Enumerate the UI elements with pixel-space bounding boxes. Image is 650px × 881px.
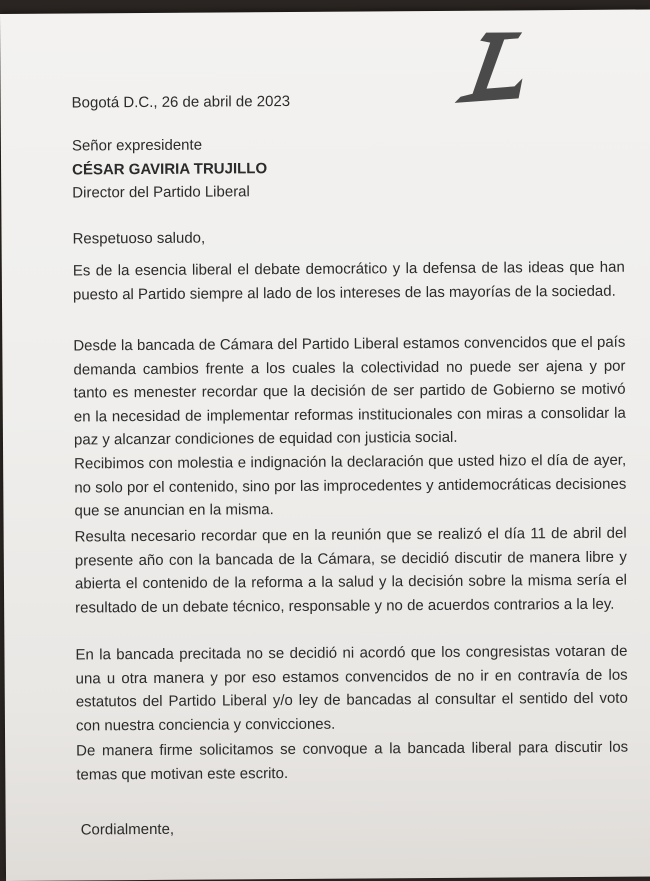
body-paragraph-6: De manera firme solicitamos se convoque a la bancada liberal para discutir los temas que motivan este escrito. [76, 738, 629, 783]
body-paragraph-4: Resulta necesario recordar que en la reunión que se realizó el día 11 de abril del presente año con la bancada de la Cámara, se decidió discutir de manera libre y abierta el contenido de la reforma a la salud y la decisión sobre la misma sería el resultado de un debate técnico, responsable y no de acuerdos contrarios a la ley. [74, 524, 628, 616]
body-paragraph-1: Es de la esencia liberal el debate democrático y la defensa de las ideas que han puesto al Partido siempre al lado de los intereses de las mayorías de la sociedad. [72, 258, 625, 303]
body-paragraph-2: Desde la bancada de Cámara del Partido Liberal estamos convencidos que el país demanda cambios frente a los cuales la colectividad no puede ser ajena y por tanto es menester recordar que la decisión de ser partido de Gobierno se motivó en la necesidad de implementar reformas institucionales con miras a consolidar la paz y alcanzar condiciones de equidad con justicia social. [73, 333, 626, 449]
letter-date: Bogotá D.C., 26 de abril de 2023 [71, 92, 291, 112]
recipient-block [72, 131, 624, 205]
recipient-salutation: Señor expresidente [71, 136, 203, 155]
greeting: Respetuoso saludo, [72, 229, 206, 248]
body-paragraph-3: Recibimos con molestia e indignación la declaración que usted hizo el día de ayer, no solo por el contenido, sino por las improcedentes y antidemocráticas decisiones que se anuncian en la misma. [74, 451, 627, 520]
recipient-name: CÉSAR GAVIRIA TRUJILLO [72, 159, 268, 179]
letter-page [0, 9, 650, 881]
body-paragraph-5: En la bancada precitada no se decidió ni acordó que los congresistas votaran de una u otra manera y por eso estamos convencidos de no ir en contravía de los estatutos del Partido Liberal y/o ley de bancadas al consultar el sentido del voto con nuestra conciencia y convicciones. [75, 642, 628, 734]
recipient-title: Director del Partido Liberal [72, 183, 250, 202]
closing: Cordialmente, [80, 820, 175, 839]
